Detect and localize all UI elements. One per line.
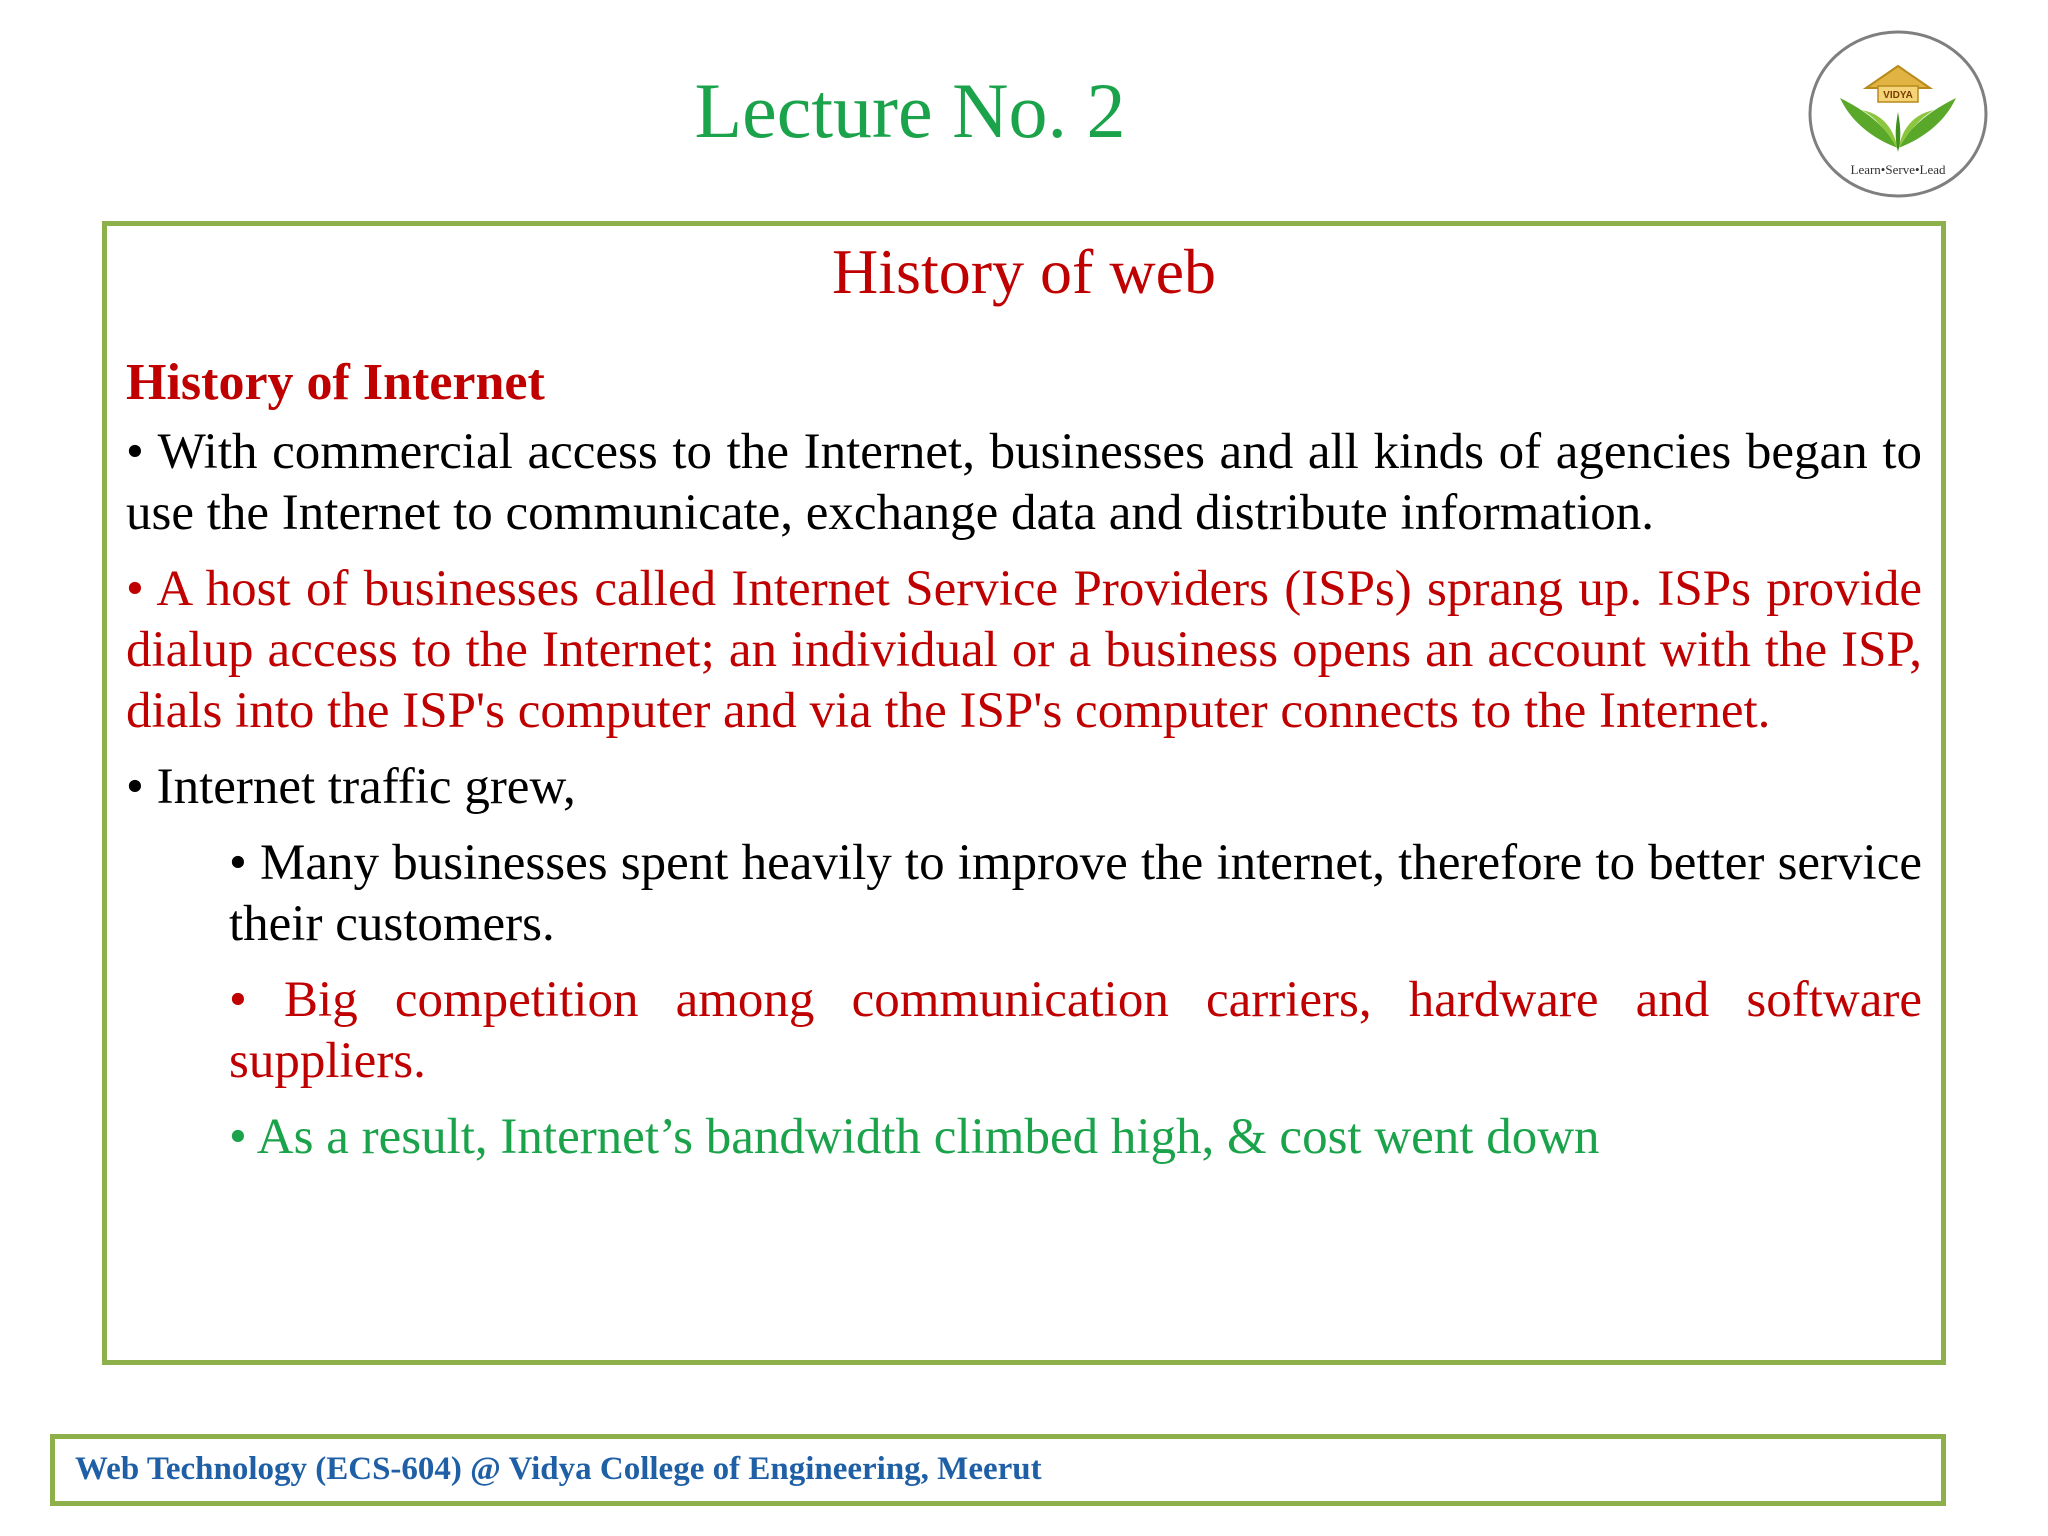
footer-text: Web Technology (ECS-604) @ Vidya College of Engineering, Meerut [75,1451,1042,1487]
vidya-logo-icon [1806,28,1990,200]
bullet-isps: • A host of businesses called Internet Service Providers (ISPs) sprang up. ISPs provide dialup access to the Internet; an individual or a business opens an account with the ISP, dials into the ISP's computer and via the ISP's computer connects to the Internet. [126,561,1922,740]
footer [50,1434,1946,1506]
sub-bullet-businesses-spent: • Many businesses spent heavily to improve the internet, therefore to better service their customers. [229,835,1922,953]
subsection-title: History of Internet [126,354,545,411]
sub-bullet-bandwidth: • As a result, Internet’s bandwidth climbed high, & cost went down [229,1109,1600,1166]
sub-bullet-competition: • Big competition among communication carriers, hardware and software suppliers. [229,972,1922,1090]
content-box [102,221,1946,1365]
content-area [126,226,1922,1168]
lecture-title: Lecture No. 2 [694,67,1126,154]
bullet-traffic-grew: • Internet traffic grew, [126,759,576,816]
section-title: History of web [832,236,1216,307]
bullet-commercial-access: • With commercial access to the Internet, businesses and all kinds of agencies began to use the Internet to communicate, exchange data and distribute information. [126,424,1922,542]
college-logo [1806,28,1990,200]
logo-tagline: Learn•Serve•Lead [1850,162,1946,177]
logo-brand: VIDYA [1883,90,1913,101]
